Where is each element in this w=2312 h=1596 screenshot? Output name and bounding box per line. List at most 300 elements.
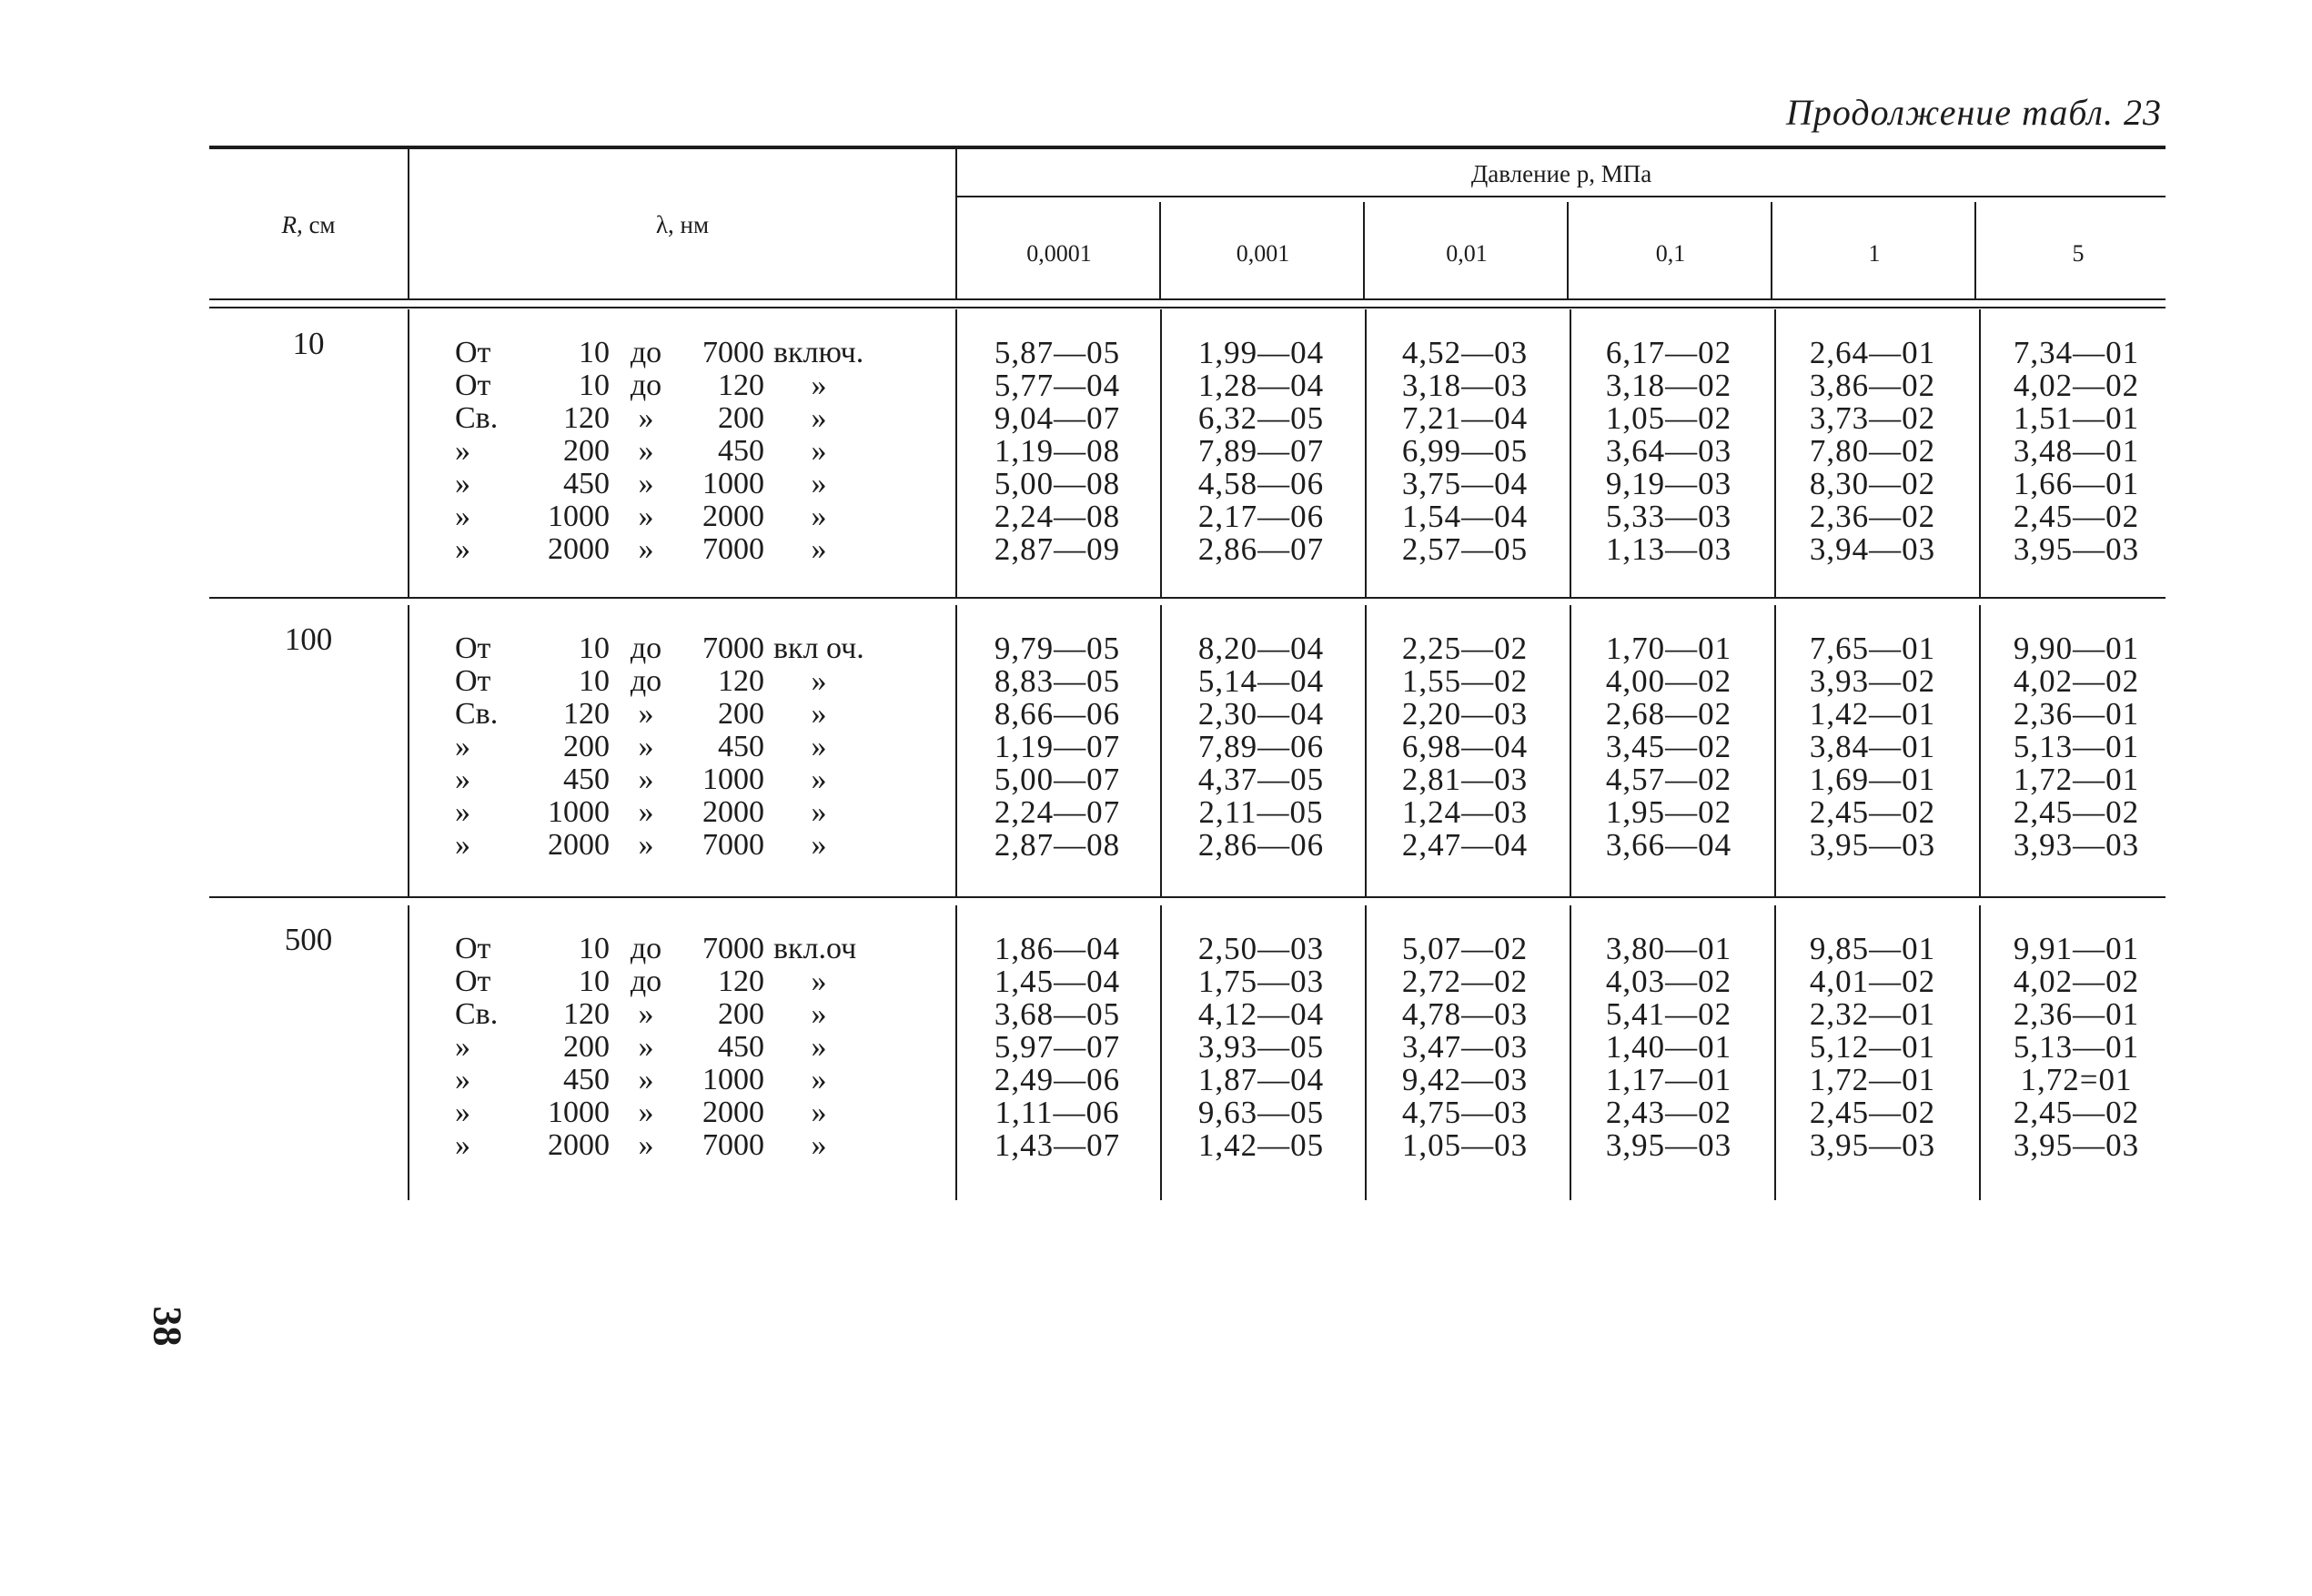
- range-row: [455, 965, 928, 998]
- table-cell: 3,73—02: [1809, 400, 1936, 436]
- range-mid: »: [638, 1063, 654, 1096]
- range-to: 450: [718, 730, 764, 763]
- table-cell: 7,80—02: [1809, 433, 1936, 469]
- range-pre: От: [455, 336, 491, 369]
- table-cell: 2,24—08: [994, 499, 1121, 534]
- r-value: 10: [292, 326, 325, 361]
- range-mid: до: [630, 336, 662, 369]
- table-cell: 2,72—02: [1401, 964, 1529, 999]
- range-from: 450: [563, 1063, 610, 1096]
- table-cell: 1,72—01: [1809, 1062, 1936, 1097]
- table-cell: 2,87—08: [994, 827, 1121, 863]
- range-pre: »: [455, 500, 470, 533]
- group-separator: [209, 896, 2166, 898]
- range-mid: »: [638, 828, 654, 862]
- pressure-column-header: 1: [1868, 240, 1881, 267]
- range-pre: От: [455, 664, 491, 698]
- range-suf: »: [811, 434, 827, 468]
- range-pre: От: [455, 965, 491, 998]
- range-from: 450: [563, 763, 610, 796]
- table-cell: 1,24—03: [1401, 794, 1529, 830]
- table-cell: 1,54—04: [1401, 499, 1529, 534]
- table-cell: 1,69—01: [1809, 762, 1936, 797]
- wavelength-ranges: [455, 632, 928, 862]
- range-from: 2000: [548, 532, 610, 566]
- pressure-column-header: 0,001: [1236, 240, 1290, 267]
- header-lambda: λ, нм: [655, 211, 710, 238]
- table-top-rule: [209, 146, 2166, 149]
- pressure-value-column: [1567, 933, 1771, 1162]
- range-to: 120: [718, 369, 764, 402]
- table-cell: 5,33—03: [1605, 499, 1732, 534]
- table-cell: 1,66—01: [2013, 466, 2140, 501]
- range-mid: »: [638, 401, 654, 435]
- range-mid: »: [638, 763, 654, 796]
- table-cell: 1,55—02: [1401, 663, 1529, 699]
- table-cell: 3,64—03: [1605, 433, 1732, 469]
- table-cell: 4,02—02: [2013, 368, 2140, 403]
- pressure-header-divider: [1567, 202, 1569, 298]
- pressure-value-column: [1771, 632, 1974, 862]
- range-pre: »: [455, 1096, 470, 1129]
- range-suf: »: [811, 1096, 827, 1129]
- pressure-value-column: [955, 337, 1159, 566]
- table-cell: 2,57—05: [1401, 531, 1529, 567]
- pressure-value-column: [1771, 337, 1974, 566]
- table-cell: 3,48—01: [2013, 433, 2140, 469]
- range-from: 120: [563, 697, 610, 731]
- range-row: [455, 1129, 928, 1162]
- table-cell: 5,77—04: [994, 368, 1121, 403]
- table-group: [209, 309, 2166, 602]
- r-value: 100: [284, 621, 333, 657]
- range-mid: »: [638, 434, 654, 468]
- table-cell: 3,93—02: [1809, 663, 1936, 699]
- table-cell: 2,36—02: [1809, 499, 1936, 534]
- table-cell: 5,97—07: [994, 1029, 1121, 1065]
- table-cell: 3,68—05: [994, 996, 1121, 1032]
- range-mid: »: [638, 697, 654, 731]
- range-from: 10: [579, 664, 610, 698]
- range-pre: »: [455, 1030, 470, 1064]
- table-cell: 2,45—02: [1809, 1095, 1936, 1130]
- table-cell: 3,80—01: [1605, 931, 1732, 966]
- pressure-value-column: [1159, 337, 1363, 566]
- range-suf: »: [811, 532, 827, 566]
- table-cell: 4,00—02: [1605, 663, 1732, 699]
- range-from: 2000: [548, 1128, 610, 1162]
- range-mid: »: [638, 1096, 654, 1129]
- range-to: 120: [718, 965, 764, 998]
- range-to: 7000: [702, 828, 764, 862]
- table-cell: 2,68—02: [1605, 696, 1732, 732]
- table-cell: 5,00—08: [994, 466, 1121, 501]
- pressure-value-column: [1567, 337, 1771, 566]
- table-cell: 9,79—05: [994, 631, 1121, 666]
- range-row: [455, 1096, 928, 1129]
- table-cell: 7,34—01: [2013, 335, 2140, 370]
- table-cell: 3,86—02: [1809, 368, 1936, 403]
- table-cell: 1,19—07: [994, 729, 1121, 764]
- table-cell: 1,99—04: [1197, 335, 1325, 370]
- table-cell: 4,01—02: [1809, 964, 1936, 999]
- table-cell: 3,45—02: [1605, 729, 1732, 764]
- table-cell: 7,89—07: [1197, 433, 1325, 469]
- range-from: 2000: [548, 828, 610, 862]
- pressure-value-column: [1159, 632, 1363, 862]
- table-cell: 7,89—06: [1197, 729, 1325, 764]
- table-cell: 5,12—01: [1809, 1029, 1936, 1065]
- range-from: 120: [563, 997, 610, 1031]
- table-cell: 4,02—02: [2013, 964, 2140, 999]
- table-cell: 2,30—04: [1197, 696, 1325, 732]
- range-from: 10: [579, 369, 610, 402]
- pressure-value-column: [1567, 632, 1771, 862]
- range-suf: »: [811, 467, 827, 500]
- range-mid: »: [638, 795, 654, 829]
- table-cell: 2,64—01: [1809, 335, 1936, 370]
- table-cell: 3,94—03: [1809, 531, 1936, 567]
- table-cell: 1,86—04: [994, 931, 1121, 966]
- range-mid: »: [638, 997, 654, 1031]
- range-mid: до: [630, 631, 662, 665]
- table-cell: 2,87—09: [994, 531, 1121, 567]
- table-cell: 1,75—03: [1197, 964, 1325, 999]
- table-cell: 3,95—03: [1809, 1127, 1936, 1163]
- table-cell: 8,30—02: [1809, 466, 1936, 501]
- table-cell: 5,00—07: [994, 762, 1121, 797]
- table-cell: 3,66—04: [1605, 827, 1732, 863]
- table-cell: 2,49—06: [994, 1062, 1121, 1097]
- range-from: 10: [579, 631, 610, 665]
- range-pre: Св.: [455, 997, 499, 1031]
- table-cell: 4,12—04: [1197, 996, 1325, 1032]
- range-suf: »: [811, 763, 827, 796]
- table-cell: 4,37—05: [1197, 762, 1325, 797]
- pressure-column-header: 0,1: [1655, 240, 1686, 267]
- range-suf: »: [811, 697, 827, 731]
- range-mid: »: [638, 1128, 654, 1162]
- table-cell: 1,40—01: [1605, 1029, 1732, 1065]
- pressure-header-rule: [955, 196, 2166, 197]
- table-cell: 3,95—03: [2013, 531, 2140, 567]
- group-separator: [209, 597, 2166, 599]
- table-cell: 2,81—03: [1401, 762, 1529, 797]
- range-pre: »: [455, 1128, 470, 1162]
- range-to: 7000: [702, 1128, 764, 1162]
- table-cell: 3,93—03: [2013, 827, 2140, 863]
- range-from: 10: [579, 932, 610, 965]
- range-to: 200: [718, 697, 764, 731]
- range-mid: до: [630, 369, 662, 402]
- wavelength-ranges: [455, 933, 928, 1162]
- column-divider: [408, 605, 409, 896]
- wavelength-ranges: [455, 337, 928, 566]
- table-cell: 2,36—01: [2013, 996, 2140, 1032]
- range-mid: »: [638, 730, 654, 763]
- range-from: 120: [563, 401, 610, 435]
- table-cell: 4,57—02: [1605, 762, 1732, 797]
- table-cell: 1,42—01: [1809, 696, 1936, 732]
- table-cell: 6,32—05: [1197, 400, 1325, 436]
- pressure-value-column: [1159, 933, 1363, 1162]
- table-cell: 1,42—05: [1197, 1127, 1325, 1163]
- table-cell: 5,07—02: [1401, 931, 1529, 966]
- range-suf: »: [811, 1128, 827, 1162]
- range-row: [455, 632, 928, 665]
- table-cell: 2,25—02: [1401, 631, 1529, 666]
- range-to: 200: [718, 401, 764, 435]
- table-cell: 7,65—01: [1809, 631, 1936, 666]
- range-to: 2000: [702, 795, 764, 829]
- table-cell: 1,95—02: [1605, 794, 1732, 830]
- table-cell: 2,45—02: [2013, 499, 2140, 534]
- range-suf: включ.: [773, 336, 864, 369]
- table-cell: 2,45—02: [2013, 1095, 2140, 1130]
- range-mid: до: [630, 664, 662, 698]
- table-cell: 2,32—01: [1809, 996, 1936, 1032]
- table-cell: 1,51—01: [2013, 400, 2140, 436]
- table-cell: 8,20—04: [1197, 631, 1325, 666]
- range-suf: »: [811, 965, 827, 998]
- header-pressure: Давление p, МПа: [1470, 160, 1652, 187]
- table-cell: 2,50—03: [1197, 931, 1325, 966]
- table-cell: 4,02—02: [2013, 663, 2140, 699]
- table-cell: 4,52—03: [1401, 335, 1529, 370]
- range-from: 10: [579, 336, 610, 369]
- range-mid: до: [630, 932, 662, 965]
- pressure-header-divider: [1771, 202, 1772, 298]
- pressure-value-column: [1771, 933, 1974, 1162]
- pressure-header-divider: [1159, 202, 1161, 298]
- table-cell: 1,72=01: [2020, 1062, 2133, 1097]
- range-from: 200: [563, 730, 610, 763]
- table-cell: 2,45—02: [1809, 794, 1936, 830]
- range-suf: »: [811, 1063, 827, 1096]
- table-cell: 6,99—05: [1401, 433, 1529, 469]
- range-from: 1000: [548, 500, 610, 533]
- range-row: [455, 1064, 928, 1096]
- range-from: 1000: [548, 1096, 610, 1129]
- range-from: 200: [563, 1030, 610, 1064]
- table-cell: 1,70—01: [1605, 631, 1732, 666]
- range-row: [455, 698, 928, 731]
- range-row: [455, 1031, 928, 1064]
- pressure-value-column: [1363, 632, 1567, 862]
- range-pre: От: [455, 369, 491, 402]
- range-pre: »: [455, 434, 470, 468]
- pressure-value-column: [955, 933, 1159, 1162]
- table-cell: 1,11—06: [994, 1095, 1120, 1130]
- range-pre: »: [455, 730, 470, 763]
- range-from: 450: [563, 467, 610, 500]
- table-cell: 9,91—01: [2013, 931, 2140, 966]
- table-cell: 5,14—04: [1197, 663, 1325, 699]
- table-cell: 3,18—03: [1401, 368, 1529, 403]
- table-cell: 4,03—02: [1605, 964, 1732, 999]
- range-row: [455, 665, 928, 698]
- table-cell: 2,20—03: [1401, 696, 1529, 732]
- range-to: 2000: [702, 1096, 764, 1129]
- range-from: 1000: [548, 795, 610, 829]
- table-cell: 6,98—04: [1401, 729, 1529, 764]
- range-row: [455, 435, 928, 468]
- range-pre: »: [455, 1063, 470, 1096]
- table-cell: 2,45—02: [2013, 794, 2140, 830]
- range-pre: Св.: [455, 697, 499, 731]
- range-to: 120: [718, 664, 764, 698]
- range-to: 7000: [702, 532, 764, 566]
- range-row: [455, 998, 928, 1031]
- range-suf: »: [811, 401, 827, 435]
- table-cell: 1,87—04: [1197, 1062, 1325, 1097]
- range-to: 2000: [702, 500, 764, 533]
- pressure-value-column: [1974, 933, 2178, 1162]
- range-to: 7000: [702, 336, 764, 369]
- pressure-column-header: 0,0001: [1026, 240, 1092, 267]
- range-suf: »: [811, 730, 827, 763]
- table-cell: 4,58—06: [1197, 466, 1325, 501]
- range-to: 450: [718, 1030, 764, 1064]
- range-pre: От: [455, 631, 491, 665]
- r-value: 500: [284, 922, 333, 957]
- column-divider: [408, 905, 409, 1200]
- range-to: 7000: [702, 631, 764, 665]
- range-to: 1000: [702, 763, 764, 796]
- range-pre: »: [455, 467, 470, 500]
- table-cell: 2,24—07: [994, 794, 1121, 830]
- table-cell: 2,47—04: [1401, 827, 1529, 863]
- range-pre: »: [455, 795, 470, 829]
- table-cell: 3,75—04: [1401, 466, 1529, 501]
- table-cell: 9,42—03: [1401, 1062, 1529, 1097]
- range-row: [455, 763, 928, 796]
- table-group: [209, 905, 2166, 1206]
- range-mid: »: [638, 500, 654, 533]
- table-cell: 1,45—04: [994, 964, 1121, 999]
- range-pre: »: [455, 532, 470, 566]
- pressure-header-divider: [1974, 202, 1976, 298]
- table-cell: 9,04—07: [994, 400, 1121, 436]
- table-cell: 2,86—06: [1197, 827, 1325, 863]
- table-cell: 5,13—01: [2013, 1029, 2140, 1065]
- range-row: [455, 369, 928, 402]
- table-cell: 2,86—07: [1197, 531, 1325, 567]
- table-cell: 3,95—03: [1809, 827, 1936, 863]
- table-cell: 2,43—02: [1605, 1095, 1732, 1130]
- range-suf: »: [811, 369, 827, 402]
- range-mid: до: [630, 965, 662, 998]
- range-from: 200: [563, 434, 610, 468]
- range-row: [455, 337, 928, 369]
- range-to: 7000: [702, 932, 764, 965]
- table-cell: 7,21—04: [1401, 400, 1529, 436]
- range-suf: »: [811, 1030, 827, 1064]
- range-mid: »: [638, 532, 654, 566]
- range-to: 450: [718, 434, 764, 468]
- range-pre: От: [455, 932, 491, 965]
- table-cell: 1,05—02: [1605, 400, 1732, 436]
- table-cell: 3,84—01: [1809, 729, 1936, 764]
- table-cell: 9,85—01: [1809, 931, 1936, 966]
- table-cell: 2,36—01: [2013, 696, 2140, 732]
- range-row: [455, 796, 928, 829]
- table-cell: 8,83—05: [994, 663, 1121, 699]
- range-suf: »: [811, 828, 827, 862]
- range-pre: »: [455, 828, 470, 862]
- table-cell: 5,13—01: [2013, 729, 2140, 764]
- pressure-value-column: [955, 632, 1159, 862]
- range-suf: »: [811, 664, 827, 698]
- range-suf: »: [811, 795, 827, 829]
- table-cell: 1,28—04: [1197, 368, 1325, 403]
- range-row: [455, 533, 928, 566]
- range-row: [455, 500, 928, 533]
- table-cell: 1,05—03: [1401, 1127, 1529, 1163]
- table-cell: 1,13—03: [1605, 531, 1732, 567]
- table-cell: 1,19—08: [994, 433, 1121, 469]
- table-cell: 4,75—03: [1401, 1095, 1529, 1130]
- table-cell: 5,41—02: [1605, 996, 1732, 1032]
- range-to: 200: [718, 997, 764, 1031]
- range-pre: Св.: [455, 401, 499, 435]
- range-to: 1000: [702, 1063, 764, 1096]
- table-cell: 3,47—03: [1401, 1029, 1529, 1065]
- table-group: [209, 605, 2166, 902]
- range-to: 1000: [702, 467, 764, 500]
- page-number: 38: [145, 1306, 190, 1347]
- table-cell: 3,95—03: [1605, 1127, 1732, 1163]
- table-cell: 2,11—05: [1198, 794, 1324, 830]
- table-cell: 1,17—01: [1605, 1062, 1732, 1097]
- range-row: [455, 933, 928, 965]
- table-cell: 2,17—06: [1197, 499, 1325, 534]
- range-from: 10: [579, 965, 610, 998]
- table-caption: Продолжение табл. 23: [1785, 92, 2162, 133]
- range-row: [455, 402, 928, 435]
- pressure-value-column: [1363, 933, 1567, 1162]
- pressure-column-header: 5: [2072, 240, 2085, 267]
- range-row: [455, 829, 928, 862]
- range-row: [455, 468, 928, 500]
- table-cell: 3,18—02: [1605, 368, 1732, 403]
- r-unit: см: [308, 211, 336, 238]
- table-cell: 9,90—01: [2013, 631, 2140, 666]
- r-symbol: R,: [281, 211, 303, 238]
- pressure-header-divider: [1363, 202, 1365, 298]
- pressure-value-column: [1974, 632, 2178, 862]
- range-row: [455, 731, 928, 763]
- table-cell: 9,63—05: [1197, 1095, 1325, 1130]
- header-double-rule: [209, 298, 2166, 308]
- pressure-column-header: 0,01: [1446, 240, 1488, 267]
- range-mid: »: [638, 467, 654, 500]
- table-cell: 1,72—01: [2013, 762, 2140, 797]
- table-cell: 6,17—02: [1605, 335, 1732, 370]
- range-suf: »: [811, 997, 827, 1031]
- table-cell: 9,19—03: [1605, 466, 1732, 501]
- range-suf: вкл.оч: [773, 932, 857, 965]
- column-divider: [408, 309, 409, 597]
- pressure-value-column: [1363, 337, 1567, 566]
- table-cell: 5,87—05: [994, 335, 1121, 370]
- header-r: [209, 211, 408, 239]
- range-suf: вкл оч.: [773, 631, 864, 665]
- range-pre: »: [455, 763, 470, 796]
- table-cell: 1,43—07: [994, 1127, 1121, 1163]
- range-suf: »: [811, 500, 827, 533]
- table-cell: 4,78—03: [1401, 996, 1529, 1032]
